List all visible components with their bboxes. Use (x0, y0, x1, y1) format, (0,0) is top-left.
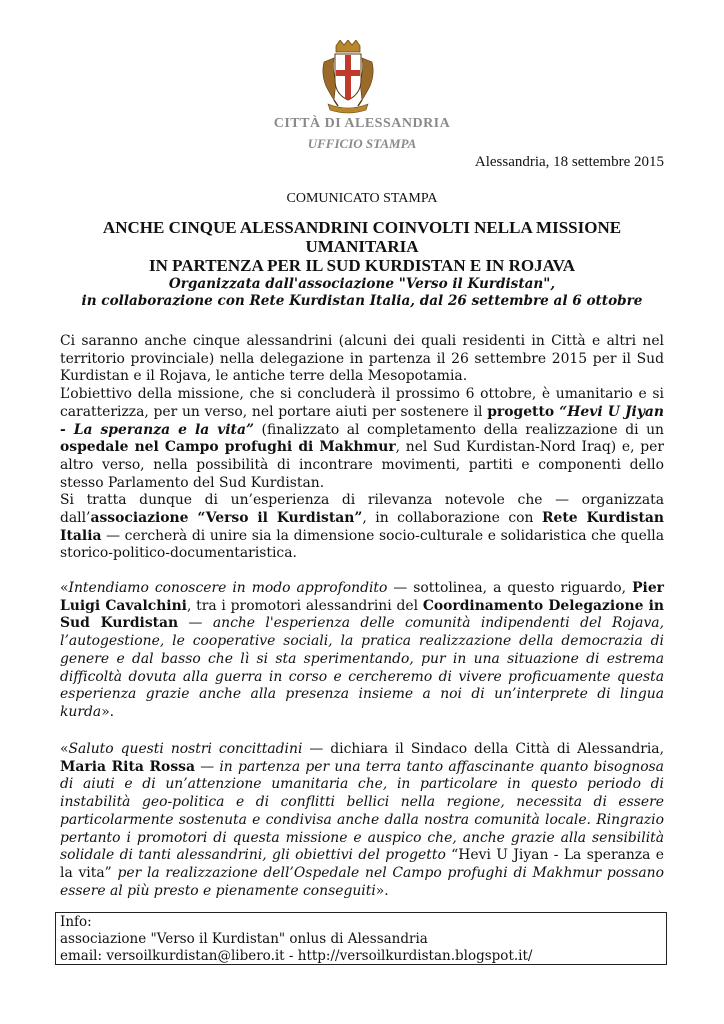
quote-run: anche l'esperienza delle comunità indipendenti del Rojava, l’autogestione, le cooperative sociali, la pratica realizzazione della democrazia di genere e dal basso che lì si sta sperimentando, pur in una situazione di estrema difficoltà dovuta alla guerra in corso e cercheremo di vivere proficuamente questa esperienza grazie anche alla presenza insieme a noi di un’interprete di lingua kurda (60, 615, 664, 720)
association-name: associazione “Verso il Kurdistan” (90, 510, 363, 527)
subheadline (60, 276, 664, 310)
body-section-3 (60, 741, 664, 900)
paragraph-1: Ci saranno anche cinque alessandrini (alcuni dei quali residenti in Città e altri nel territorio provinciale) nella delegazione in partenza il 26 settembre 2015 per il Sud Kurdistan e il Rojava, le antiche terre della Mesopotamia. (60, 333, 664, 385)
headline-line-2: IN PARTENZA PER IL SUD KURDISTAN E IN ROJAVA (148, 256, 576, 275)
hospital-name: ospedale nel Campo profughi di Makhmur (60, 439, 396, 456)
coat-of-arms-icon (320, 40, 376, 116)
city-name: CITTÀ DI ALESSANDRIA (273, 116, 451, 131)
text-run: L’obiettivo della missione, che si concluderà il prossimo 6 ottobre, è umanitario e si caratterizza, per un verso, nel portare aiuti per sostenere il (60, 386, 664, 420)
text-run: Si tratta dunque di un’esperienza di rilevanza notevole che — organizzata dall’ (60, 492, 664, 527)
text-run: , nel Sud Kurdistan-Nord Iraq) e, per altro verso, nella possibilità di incontrare movimenti, partiti e componenti dello stesso Parlamento del Sud Kurdistan. (60, 439, 664, 491)
release-date: Alessandria, 18 settembre 2015 (474, 154, 664, 170)
bold-run: progetto (487, 403, 560, 420)
quote-run: Intendiamo conoscere in modo approfondito (68, 580, 388, 596)
text-run: (finalizzato al completamento della realizzazione di un (253, 421, 664, 438)
person-name: Pier Luigi Cavalchini (60, 580, 664, 614)
text-run: — cercherà di unire sia la dimensione socio-culturale e solidaristica che quella storico-politico-documentaristica. (60, 527, 664, 562)
paragraph-4 (60, 580, 664, 722)
text-run: “Hevi U Jiyan - La speranza e la vita” (60, 847, 664, 881)
office-name: UFFICIO STAMPA (307, 136, 417, 151)
subheadline-line-2: in collaborazione con Rete Kurdistan Italia, dal 26 settembre al 6 ottobre (81, 293, 643, 309)
quote-run: Saluto questi nostri concittadini (68, 741, 303, 757)
quote-run: per la realizzazione dell’Ospedale nel Campo profughi di Makhmur possano essere al più presto e pienamente conseguiti (60, 864, 664, 899)
headline (60, 218, 664, 275)
text-run: — dichiara il Sindaco della Città di Alessandria, (302, 741, 665, 757)
paragraph-2 (60, 386, 664, 492)
subheadline-line-1: Organizzata dall'associazione "Verso il Kurdistan", (168, 276, 556, 292)
text-run: ». (101, 703, 115, 720)
text-run: , in collaborazione con (362, 510, 542, 527)
info-box (55, 912, 667, 965)
project-name: “Hevi U Jiyan - La speranza e la vita” (60, 403, 665, 438)
mayor-name: Maria Rita Rossa (60, 758, 195, 775)
document-label: COMUNICATO STAMPA (286, 191, 438, 206)
text-run: « (60, 580, 69, 596)
info-contacts[interactable]: email: versoilkurdistan@libero.it - http://versoilkurdistan.blogspot.it/ (60, 948, 533, 964)
paragraph-5 (60, 741, 664, 900)
text-run: — sottolinea, a questo riguardo, (387, 580, 633, 596)
headline-line-1: ANCHE CINQUE ALESSANDRINI COINVOLTI NELLA MISSIONE UMANITARIA (102, 218, 622, 256)
coordination-name: Coordinamento Delegazione in Sud Kurdistan (60, 597, 664, 632)
text-run: « (60, 741, 69, 757)
quote-run: in partenza per una terra tanto affascinante quanto bisognosa di aiuti e di un’attenzione umanitaria che, in particolare in questo periodo di instabilità geo-politica e di conflitti bellici nella regione, necessita di essere particolarmente sostenuta e condivisa anche dalla nostra comunità locale. Ringrazio pertanto i promotori di questa missione e auspico che, anche grazie alla sensibilità solidale di tanti alessandrini, gli obiettivi del progetto (60, 758, 664, 864)
text-run: ». (375, 882, 389, 899)
text-run: , tra i promotori alessandrini del (186, 597, 423, 614)
paragraph-3 (60, 492, 664, 563)
info-title: Info: (60, 914, 92, 930)
text-run: — (178, 615, 213, 632)
info-association: associazione "Verso il Kurdistan" onlus di Alessandria (60, 931, 428, 947)
text-run: — (194, 758, 220, 775)
network-name: Rete Kurdistan Italia (60, 510, 664, 544)
body-section-1 (60, 333, 664, 563)
body-section-2 (60, 580, 664, 722)
